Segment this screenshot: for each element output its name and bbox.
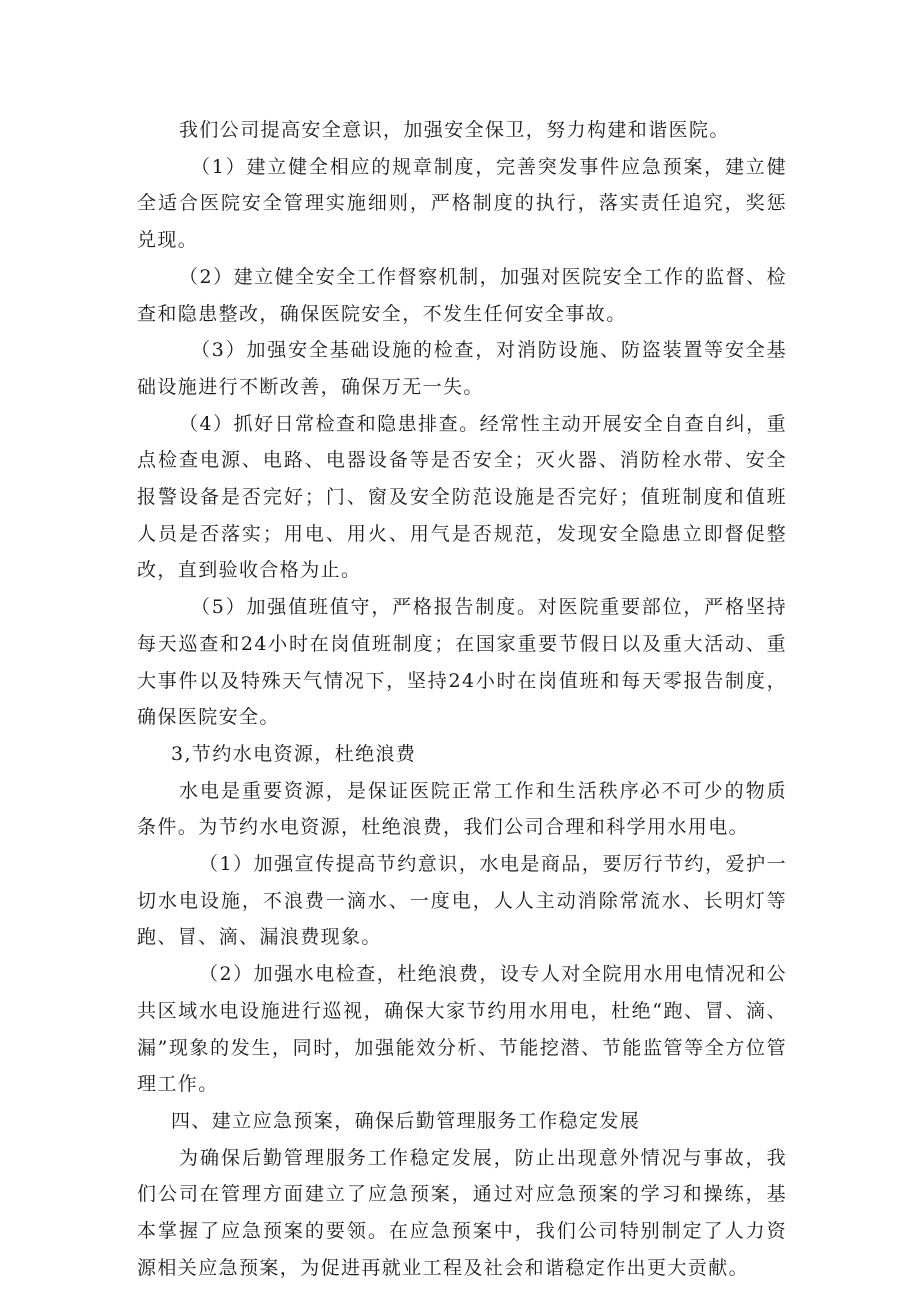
section-heading-water-electricity: 3,节约水电资源，杜绝浪费 — [171, 742, 417, 765]
paragraph-intro: 我们公司提高安全意识，加强安全保卫，努力构建和谐医院。 — [179, 119, 730, 141]
paragraph-item-2: （2）建立健全安全工作督察机制，加强对医院安全工作的监督、检查和隐患整改，确保医院安全，不发生任何安全事故。 — [137, 265, 787, 325]
paragraph-water-item-1: （1）加强宣传提高节约意识，水电是商品，要厉行节约，爱护一切水电设施，不浪费一滴水、一度电，人人主动消除常流水、长明灯等跑、冒、滴、漏浪费现象。 — [137, 853, 787, 949]
document-body — [137, 112, 787, 1287]
paragraph-water-item-2: （2）加强水电检查，杜绝浪费，设专人对全院用水用电情况和公共区域水电设施进行巡视，确保大家节约用水用电，杜绝“跑、冒、滴、漏”现象的发生，同时，加强能效分析、节能挖潜、节能监管等全方位管理工作。 — [137, 963, 787, 1096]
paragraph-emergency-plan: 为确保后勤管理服务工作稳定发展，防止出现意外情况与事故，我们公司在管理方面建立了应急预案，通过对应急预案的学习和操练，基本掌握了应急预案的要领。在应急预案中，我们公司特别制定了人力资源相关应急预案，为促进再就业工程及社会和谐稳定作出更大贡献。 — [137, 1146, 787, 1279]
paragraph-water-intro: 水电是重要资源，是保证医院正常工作和生活秩序必不可少的物质条件。为节约水电资源，杜绝浪费，我们公司合理和科学用水用电。 — [137, 779, 787, 839]
paragraph-item-5: （5）加强值班值守，严格报告制度。对医院重要部位，严格坚持每天巡查和24小时在岗值班制度；在国家重要节假日以及重大活动、重大事件以及特殊天气情况下，坚持24小时在岗值班和每天零报告制度，确保医院安全。 — [137, 596, 787, 729]
paragraph-item-1: （1）建立健全相应的规章制度，完善突发事件应急预案，建立健全适合医院安全管理实施细则，严格制度的执行，落实责任追究，奖惩兑现。 — [137, 155, 787, 252]
paragraph-item-3: （3）加强安全基础设施的检查，对消防设施、防盗装置等安全基础设施进行不断改善，确保万无一失。 — [137, 339, 787, 398]
paragraph-item-4: （4）抓好日常检查和隐患排查。经常性主动开展安全自查自纠，重点检查电源、电路、电器设备等是否安全；灭火器、消防栓水带、安全报警设备是否完好；门、窗及安全防范设施是否完好；值班制度和值班人员是否落实；用电、用火、用气是否规范，发现安全隐患立即督促整改，直到验收合格为止。 — [137, 412, 787, 582]
section-heading-emergency-plan: 四、建立应急预案，确保后勤管理服务工作稳定发展 — [171, 1109, 641, 1132]
